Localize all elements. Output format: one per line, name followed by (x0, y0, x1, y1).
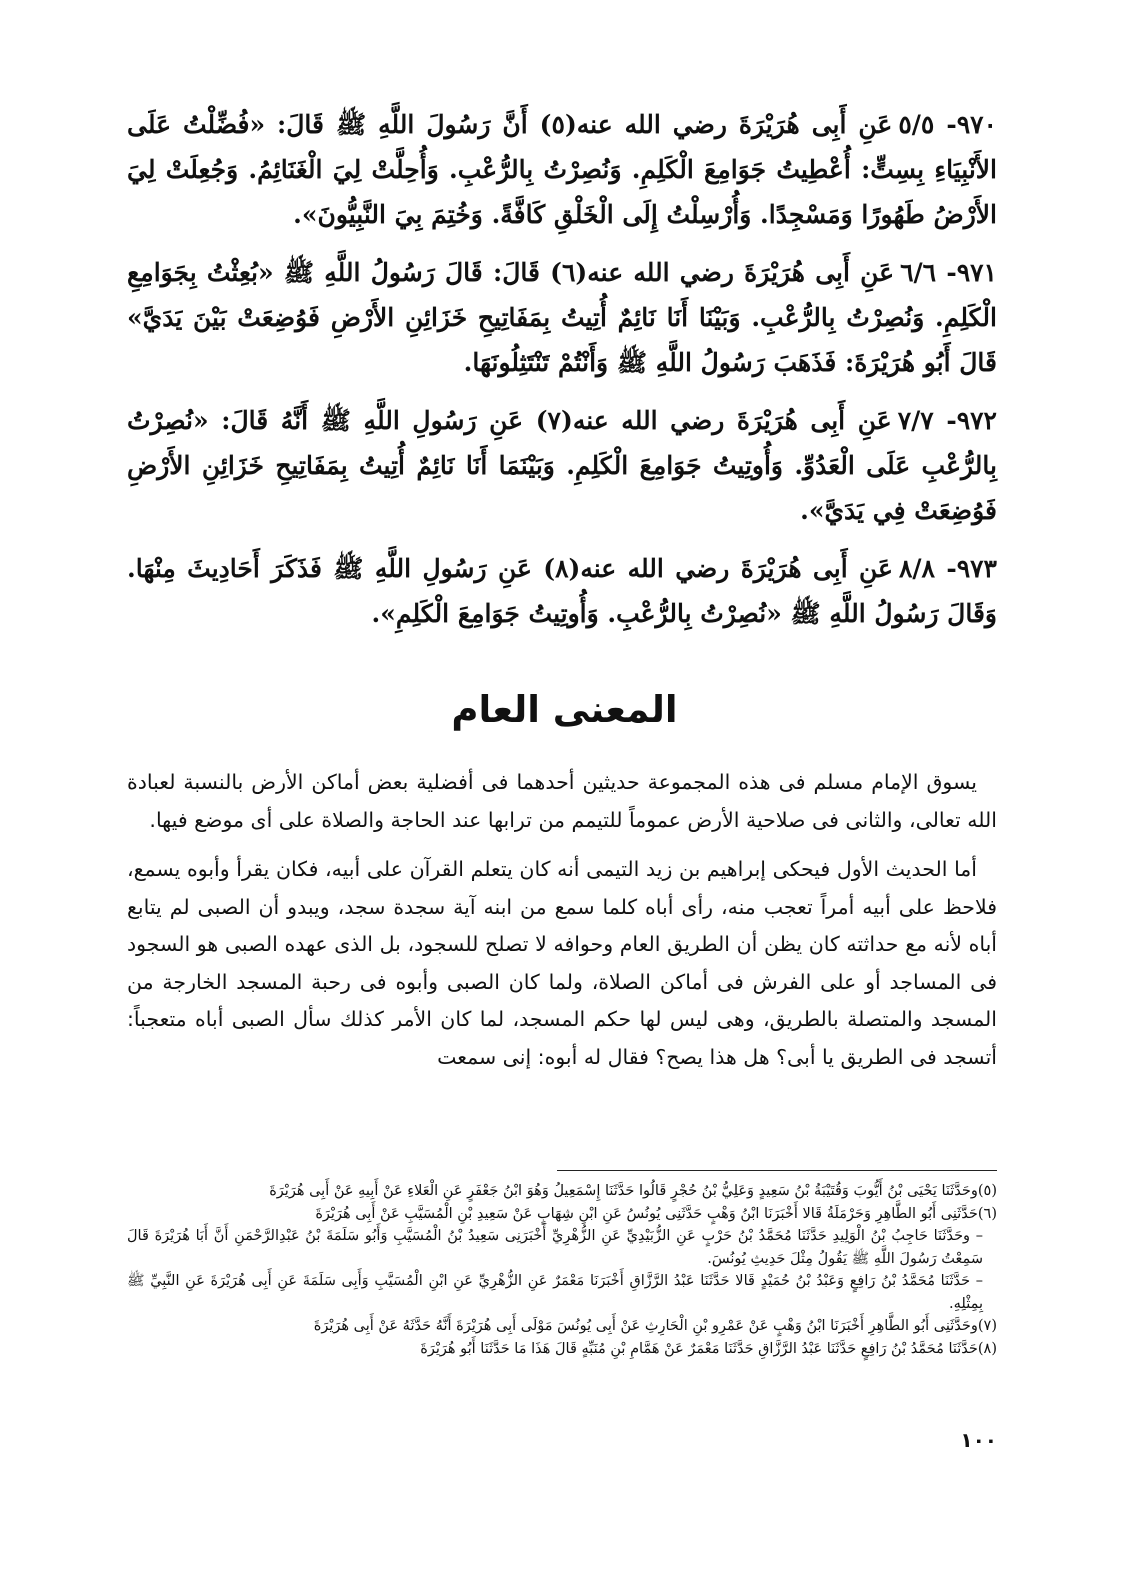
hadith-973 (127, 546, 997, 636)
hadith-number: ٩٧٣- ٨/٨ (898, 554, 997, 583)
hadith-number: ٩٧٢- ٧/٧ (897, 406, 997, 435)
footnote: – وحَدَّثَنَا حَاجِبُ بْنُ الْوَلِيدِ حَدَّثَنَا مُحَمَّدُ بْنُ حَرْبٍ عَنِ الزُّبَيْدِيِّ عَنِ الزُّهْرِيِّ أَخْبَرَنِى سَعِيدُ بْنُ الْمُسَيَّبِ وَأَبُو سَلَمَةَ بْنُ عَبْدِالرَّحْمَنِ أَنَّ أَبَا هُرَيْرَةَ قَالَ سَمِعْتُ رَسُولَ اللَّهِ ﷺ يَقُولُ مِثْلَ حَدِيثِ يُونُسَ. (127, 1228, 983, 1267)
footnote: (٦)حَدَّثَنِى أَبُو الطَّاهِرِ وَحَرْمَلَةُ قَالا أَخْبَرَنَا ابْنُ وَهْبٍ حَدَّثَنِى يُونُسُ عَنِ ابْنِ شِهَابٍ عَنْ سَعِيدِ بْنِ الْمُسَيَّبِ عَنْ أَبِى هُرَيْرَةَ (315, 1205, 997, 1222)
commentary-body (127, 764, 997, 1088)
footnote: (٧)وحَدَّثَنِى أَبُو الطَّاهِرِ أَخْبَرَنَا ابْنُ وَهْبٍ عَنْ عَمْرِو بْنِ الْحَارِثِ عَنْ أَبِى يُونُسَ مَوْلَى أَبِى هُرَيْرَةَ أَنَّهُ حَدَّثَهُ عَنْ أَبِى هُرَيْرَةَ (313, 1318, 997, 1334)
page-number: ١٠٠ (960, 1428, 997, 1452)
footnote: (٥)وحَدَّثَنَا يَحْيَى بْنُ أَيُّوبَ وَقُتَيْبَةُ بْنُ سَعِيدٍ وَعَلِيُّ بْنُ حُجْرٍ قَالُوا حَدَّثَنَا إِسْمَعِيلُ وَهُوَ ابْنُ جَعْفَرٍ عَنِ الْعَلاءِ عَنْ أَبِيهِ عَنْ أَبِى هُرَيْرَةَ (269, 1183, 997, 1199)
footnote: – حَدَّثَنَا مُحَمَّدُ بْنُ رَافِعٍ وَعَبْدُ بْنُ حُمَيْدٍ قَالا حَدَّثَنَا عَبْدُ الرَّزَّاقِ أَخْبَرَنَا مَعْمَرٌ عَنِ الزُّهْرِيِّ عَنِ ابْنِ الْمُسَيَّبِ وَأَبِى سَلَمَةَ عَنِ أَبِى هُرَيْرَةَ عَنِ النَّبِيِّ ﷺ بِمِثْلِهِ. (127, 1273, 983, 1312)
hadith-text: عَنِ أَبِى هُرَيْرَةَ رضي الله عنه(٥) أَنَّ رَسُولَ اللَّهِ ﷺ قَالَ: «فُضِّلْتُ عَلَى الأَنْبِيَاءِ بِسِتٍّ: أُعْطِيتُ جَوَامِعَ الْكَلِمِ. وَنُصِرْتُ بِالرُّعْبِ. وَأُحِلَّتْ لِيَ الْغَنَائِمُ. وَجُعِلَتْ لِيَ الأَرْضُ طَهُورًا وَمَسْجِدًا. وَأُرْسِلْتُ إِلَى الْخَلْقِ كَافَّةً. وَخُتِمَ بِيَ النَّبِيُّونَ». (127, 110, 997, 229)
footnote: (٨)حَدَّثَنَا مُحَمَّدُ بْنُ رَافِعٍ حَدَّثَنَا عَبْدُ الرَّزَّاقِ حَدَّثَنَا مَعْمَرٌ عَنْ هَمَّامِ بْنِ مُنَبِّهٍ قَالَ هَذَا مَا حَدَّثَنَا أَبُو هُرَيْرَةَ (420, 1340, 997, 1357)
hadith-text: عَنِ أَبِى هُرَيْرَةَ رضي الله عنه(٧) عَنِ رَسُولِ اللَّهِ ﷺ أَنَّهُ قَالَ: «نُصِرْتُ بِالرُّعْبِ عَلَى الْعَدُوِّ. وَأُوتِيتُ جَوَامِعَ الْكَلِمِ. وَبَيْنَمَا أَنَا نَائِمٌ أُتِيتُ بِمَفَاتِيحِ خَزَائِنِ الأَرْضِ فَوُضِعَتْ فِي يَدَيَّ». (127, 406, 997, 525)
hadith-972 (127, 398, 997, 533)
section-title: المعنى العام (451, 688, 678, 731)
hadith-970 (127, 102, 997, 237)
paragraph: يسوق الإمام مسلم فى هذه المجموعة حديثين أحدهما فى أفضلية بعض أماكن الأرض بالنسبة لعبادة الله تعالى، والثانى فى صلاحية الأرض عموماً للتيمم من ترابها عند الحاجة والصلاة على أى موضع فيها. (127, 770, 997, 832)
hadith-number: ٩٧١- ٦/٦ (900, 258, 997, 287)
footnote-divider (557, 1170, 997, 1171)
footnotes (127, 1180, 997, 1360)
hadith-number: ٩٧٠- ٥/٥ (898, 110, 997, 139)
hadith-text: عَنِ أَبِى هُرَيْرَةَ رضي الله عنه(٨) عَنِ رَسُولِ اللَّهِ ﷺ فَذَكَرَ أَحَادِيثَ مِنْهَا. وَقَالَ رَسُولُ اللَّهِ ﷺ «نُصِرْتُ بِالرُّعْبِ. وَأُوتِيتُ جَوَامِعَ الْكَلِمِ». (127, 554, 997, 628)
hadith-text: عَنِ أَبِى هُرَيْرَةَ رضي الله عنه(٦) قَالَ: قَالَ رَسُولُ اللَّهِ ﷺ «بُعِثْتُ بِجَوَامِعِ الْكَلِمِ. وَنُصِرْتُ بِالرُّعْبِ. وَبَيْنَا أَنَا نَائِمٌ أُتِيتُ بِمَفَاتِيحِ خَزَائِنِ الأَرْضِ فَوُضِعَتْ بَيْنَ يَدَيَّ» قَالَ أَبُو هُرَيْرَةَ: فَذَهَبَ رَسُولُ اللَّهِ ﷺ وَأَنْتُمْ تَنْتَثِلُونَهَا. (127, 258, 997, 377)
paragraph: أما الحديث الأول فيحكى إبراهيم بن زيد التيمى أنه كان يتعلم القرآن على أبيه، فكان يقرأ وأبوه يسمع، فلاحظ على أبيه أمراً تعجب منه، رأى أباه كلما سمع من ابنه آية سجدة سجد، ويبدو أن الصبى لم يتابع أباه لأنه مع حداثته كان يظن أن الطريق العام وحوافه لا تصلح للسجود، بل الذى عهده الصبى هو السجود فى المساجد أو على الفرش فى أماكن الصلاة، ولما كان الصبى وأبوه فى رحبة المسجد الخارجة من المسجد والمتصلة بالطريق، وهى ليس لها حكم المسجد، لما كان الأمر كذلك سأل الصبى أباه متعجباً: أتسجد فى الطريق يا أبى؟ هل هذا يصح؟ فقال له أبوه: إنى سمعت (127, 857, 997, 1069)
hadith-971 (127, 250, 997, 385)
hadith-list (127, 102, 997, 649)
